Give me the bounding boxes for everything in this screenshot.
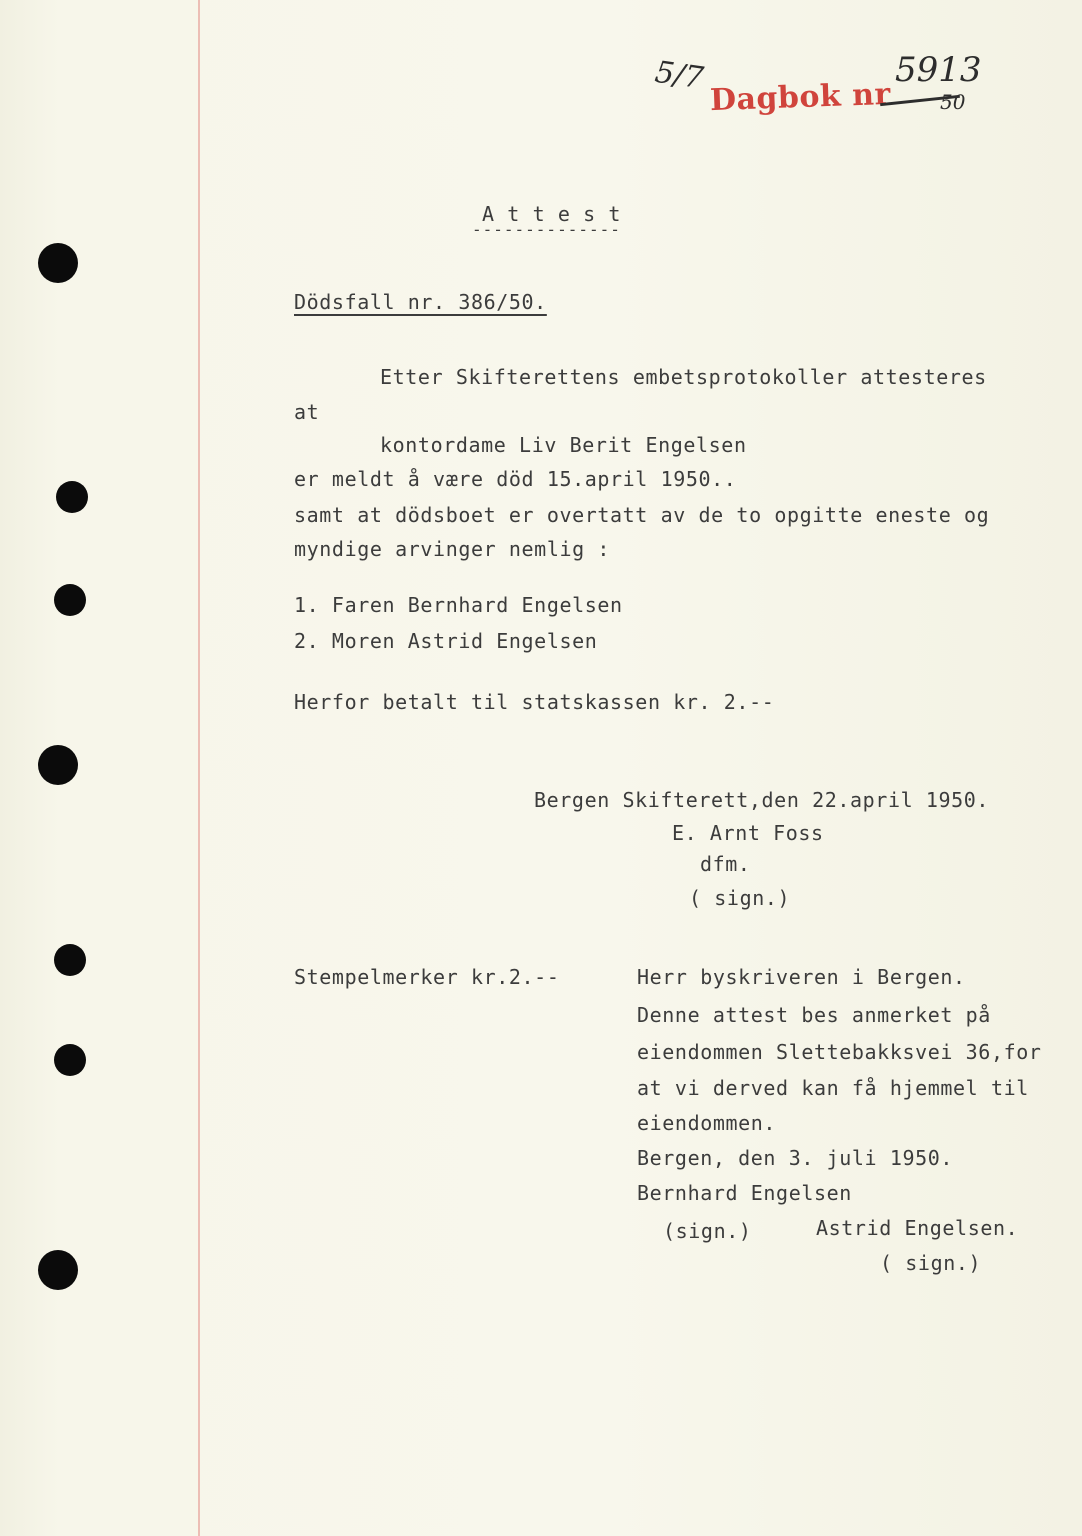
stamp-duty-note: Stempelmerker kr.2.-- [294,965,560,989]
request-line: at vi derved kan få hjemmel til [637,1076,1029,1100]
journal-stamp [652,50,985,150]
body-line: samt at dödsboet er overtatt av de to opgitte eneste og [294,503,990,527]
heir-item: 1. Faren Bernhard Engelsen [294,593,623,617]
request-signer-mark: ( sign.) [880,1251,982,1275]
court-signer-title: dfm. [700,852,751,876]
punch-hole [54,584,86,616]
punch-hole [54,1044,86,1076]
request-date: Bergen, den 3. juli 1950. [637,1146,954,1170]
court-place-date: Bergen Skifterett,den 22.april 1950. [534,788,990,812]
punch-hole [38,243,78,283]
request-line: Herr byskriveren i Bergen. [637,965,966,989]
stamp-year: 50 [940,90,966,114]
body-line: kontordame Liv Berit Engelsen [380,433,747,457]
heading-rule: -------------- [472,220,621,239]
body-line: myndige arvinger nemlig : [294,537,611,561]
request-line: eiendommen. [637,1111,777,1135]
request-line: Denne attest bes anmerket på [637,1003,991,1027]
punch-hole [38,1250,78,1290]
stamp-number: 5913 [895,50,982,90]
stamp-day-note: 5/7 [652,54,706,97]
punch-hole [54,944,86,976]
fee-line: Herfor betalt til statskassen kr. 2.-- [294,690,775,714]
margin-rule [198,0,200,1536]
document-heading: A t t e s t [482,202,622,226]
body-line: at [294,400,320,424]
court-signature-mark: ( sign.) [689,886,791,910]
body-line: Etter Skifterettens embetsprotokoller attesteres [380,365,987,389]
punch-hole [38,745,78,785]
request-signer-mark: (sign.) [663,1219,752,1243]
request-line: eiendommen Slettebakksvei 36,for [637,1040,1042,1064]
court-signer-name: E. Arnt Foss [672,821,824,845]
request-signer: Bernhard Engelsen [637,1181,852,1205]
request-signer: Astrid Engelsen. [816,1216,1019,1240]
heir-item: 2. Moren Astrid Engelsen [294,629,598,653]
case-reference: Dödsfall nr. 386/50. [294,290,547,314]
punch-hole [56,481,88,513]
stamp-label: Dagbok nr [709,76,892,119]
body-line: er meldt å være död 15.april 1950.. [294,467,737,491]
